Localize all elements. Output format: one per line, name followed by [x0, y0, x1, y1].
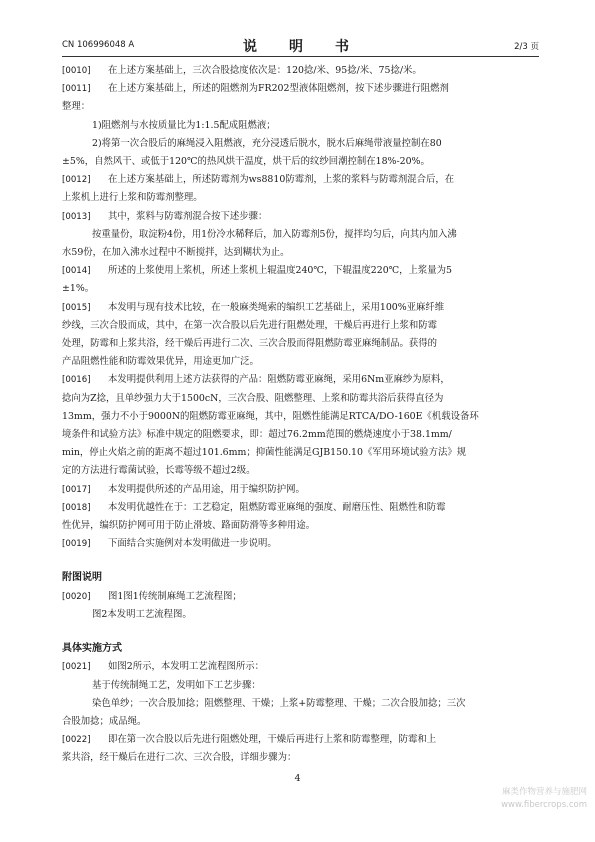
paragraph [62, 499, 539, 535]
text-line: 定的方法进行霉菌试验，长霉等级不超过2级。 [62, 465, 256, 477]
text-line: 本发明提供利用上述方法获得的产品：阻燃防霉亚麻绳，采用6Nm亚麻纱为原料， [108, 374, 450, 386]
paragraph-0020 [62, 588, 539, 606]
text-line: 在上述方案基础上，三次合股捻度依次是：120捻/米、95捻/米、75捻/米。 [108, 65, 422, 76]
paragraph [62, 80, 539, 116]
paragraph-number: [0018] [62, 502, 91, 513]
paragraph-0020-sub [62, 606, 539, 624]
paragraph-group-a [62, 62, 539, 117]
text-line: 上浆机上进行上浆和防霉剂整理。 [62, 192, 203, 204]
paragraph-group-c [62, 262, 539, 553]
text-line: 本发明优越性在于：工艺稳定，阻燃防霉亚麻绳的强度、耐磨压性、阻燃性和防霉 [108, 501, 446, 513]
paragraph [62, 731, 539, 767]
paragraph [62, 658, 539, 676]
text-line: ±5%，自然风干、或低于120℃的热风烘干温度，烘干后的纹纱回潮控制在18%-20%。 [62, 156, 430, 168]
paragraph-number: [0016] [62, 375, 91, 386]
paragraph [62, 171, 539, 207]
text-line: 其中，浆料与防霉剂混合按下述步骤： [108, 210, 268, 222]
paragraph-number: [0010] [62, 66, 91, 76]
text-line: 整理： [62, 101, 91, 113]
paragraph [62, 62, 539, 80]
paragraph-number: [0011] [62, 84, 91, 95]
text-line: 本发明与现有技术比较，在一般麻类绳索的编织工艺基础上，采用100%亚麻纤维 [108, 301, 445, 313]
text-line: min，停止火焰之前的距离不超过101.6mm；抑菌性能满足GJB150.10《军用环境试验方法》规 [62, 447, 467, 459]
paragraph-number: [0022] [62, 735, 91, 746]
watermark-title: 麻类作物营养与施肥网 [501, 787, 587, 797]
page-indicator: 2/3 页 [514, 42, 539, 52]
text-line: 产品阻燃性能和防霉效果优异，用途更加广泛。 [62, 356, 259, 368]
text-line: 在上述方案基础上，所述的阻燃剂为FR202型液体阻燃剂，按下述步骤进行阻燃剂 [108, 83, 449, 95]
header-rule [62, 56, 539, 57]
text-line: ±1%。 [62, 283, 95, 295]
section-heading-embodiment: 具体实施方式 [62, 643, 122, 655]
paragraph [62, 371, 539, 480]
paragraph [62, 481, 539, 499]
document-title: 说 明 书 [243, 39, 358, 55]
text-line: 下面结合实施例对本发明做进一步说明。 [108, 538, 277, 550]
text-line: 基于传统制绳工艺，发明如下工艺步骤： [92, 679, 261, 691]
text-line: 按重量份，取淀粉4份，用1份冷水稀释后，加入防霉剂5份，搅拌均匀后，向其内加入沸 [92, 228, 457, 240]
document-body [62, 62, 539, 768]
text-line: 即在第一次合股以后先进行阻燃处理，干燥后再进行上浆和防霉整理，防霉和上 [108, 734, 437, 746]
paragraph-number: [0017] [62, 484, 91, 495]
text-line: 染色单纱；一次合股加捻；阻燃整理、干燥；上浆+防霉整理、干燥；二次合股加捻；三次 [92, 697, 466, 709]
text-line: 图1图1传统制麻绳工艺流程图； [108, 590, 242, 602]
paragraph [62, 262, 539, 298]
paragraph-0021 [62, 658, 539, 676]
text-line: 在上述方案基础上，所述防霉剂为ws8810防霉剂，上浆的浆料与防霉剂混合后，在 [108, 174, 455, 186]
paragraph-number: [0014] [62, 266, 91, 277]
paragraph-number: [0020] [62, 591, 91, 602]
paragraph-0021-sub [62, 677, 539, 732]
text-line: 13mm，强力不小于9000N的阻燃防霉亚麻绳，其中，阻燃性能满足RTCA/DO-160E《机载设备环 [62, 410, 479, 422]
page-header [62, 36, 539, 54]
text-line: 图2本发明工艺流程图。 [92, 608, 192, 620]
text-line: 浆共浴，经干燥后在进行二次、三次合股，详细步骤为： [62, 752, 297, 764]
text-line: 合股加捻；成品绳。 [62, 715, 147, 727]
text-line: 处理，防霉和上浆共浴，经干燥后再进行二次、三次合股而得阻燃防霉亚麻绳制品。获得的 [62, 338, 438, 350]
paragraph-0022 [62, 731, 539, 767]
paragraph-0013-steps [62, 226, 539, 262]
paragraph-number: [0013] [62, 211, 91, 222]
patent-number: CN 106996048 A [62, 40, 135, 50]
paragraph-number: [0021] [62, 662, 91, 673]
paragraph-number: [0012] [62, 175, 91, 186]
paragraph-0011-steps [62, 117, 539, 172]
paragraph [62, 299, 539, 372]
watermark-url: www.fibercrops.com [501, 800, 587, 810]
section-heading-figures: 附图说明 [62, 572, 102, 584]
paragraph-number: [0019] [62, 539, 91, 550]
paragraph-number: [0015] [62, 302, 91, 313]
text-line: 性优异，编织防护网可用于防止滑坡、路面防滑等多种用途。 [62, 520, 316, 532]
text-line: 境条件和试验方法》标准中规定的阻燃要求，即：超过76.2mm范围的燃烧速度小于38.1mm/ [62, 429, 452, 441]
paragraph [62, 588, 539, 606]
page-number: 4 [294, 773, 301, 784]
paragraph [62, 535, 539, 553]
watermark [501, 786, 587, 812]
text-line: 1)阻燃剂与水按质量比为1:1.5配成阻燃液； [92, 119, 276, 131]
text-line: 所述的上浆使用上浆机，所述上浆机上辊温度240℃，下辊温度220℃，上浆量为5 [108, 265, 452, 277]
paragraph-group-b [62, 171, 539, 226]
text-line: 本发明提供所述的产品用途，用于编织防护网。 [108, 483, 305, 495]
text-line: 2)将第一次合股后的麻绳浸入阻燃液，充分浸透后脱水，脱水后麻绳带液量控制在80 [92, 137, 442, 149]
text-line: 捻向为Z捻，且单纱强力大于1500cN，三次合股、阻燃整理、上浆和防霉共浴后获得直径为 [62, 392, 444, 404]
text-line: 水59份，在加入沸水过程中不断搅拌，达到糊状为止。 [62, 247, 290, 259]
text-line: 纱线，三次合股而成，其中，在第一次合股以后先进行阻燃处理，干燥后再进行上浆和防霉 [62, 319, 438, 331]
paragraph [62, 208, 539, 226]
text-line: 如图2所示，本发明工艺流程图所示： [108, 661, 264, 673]
